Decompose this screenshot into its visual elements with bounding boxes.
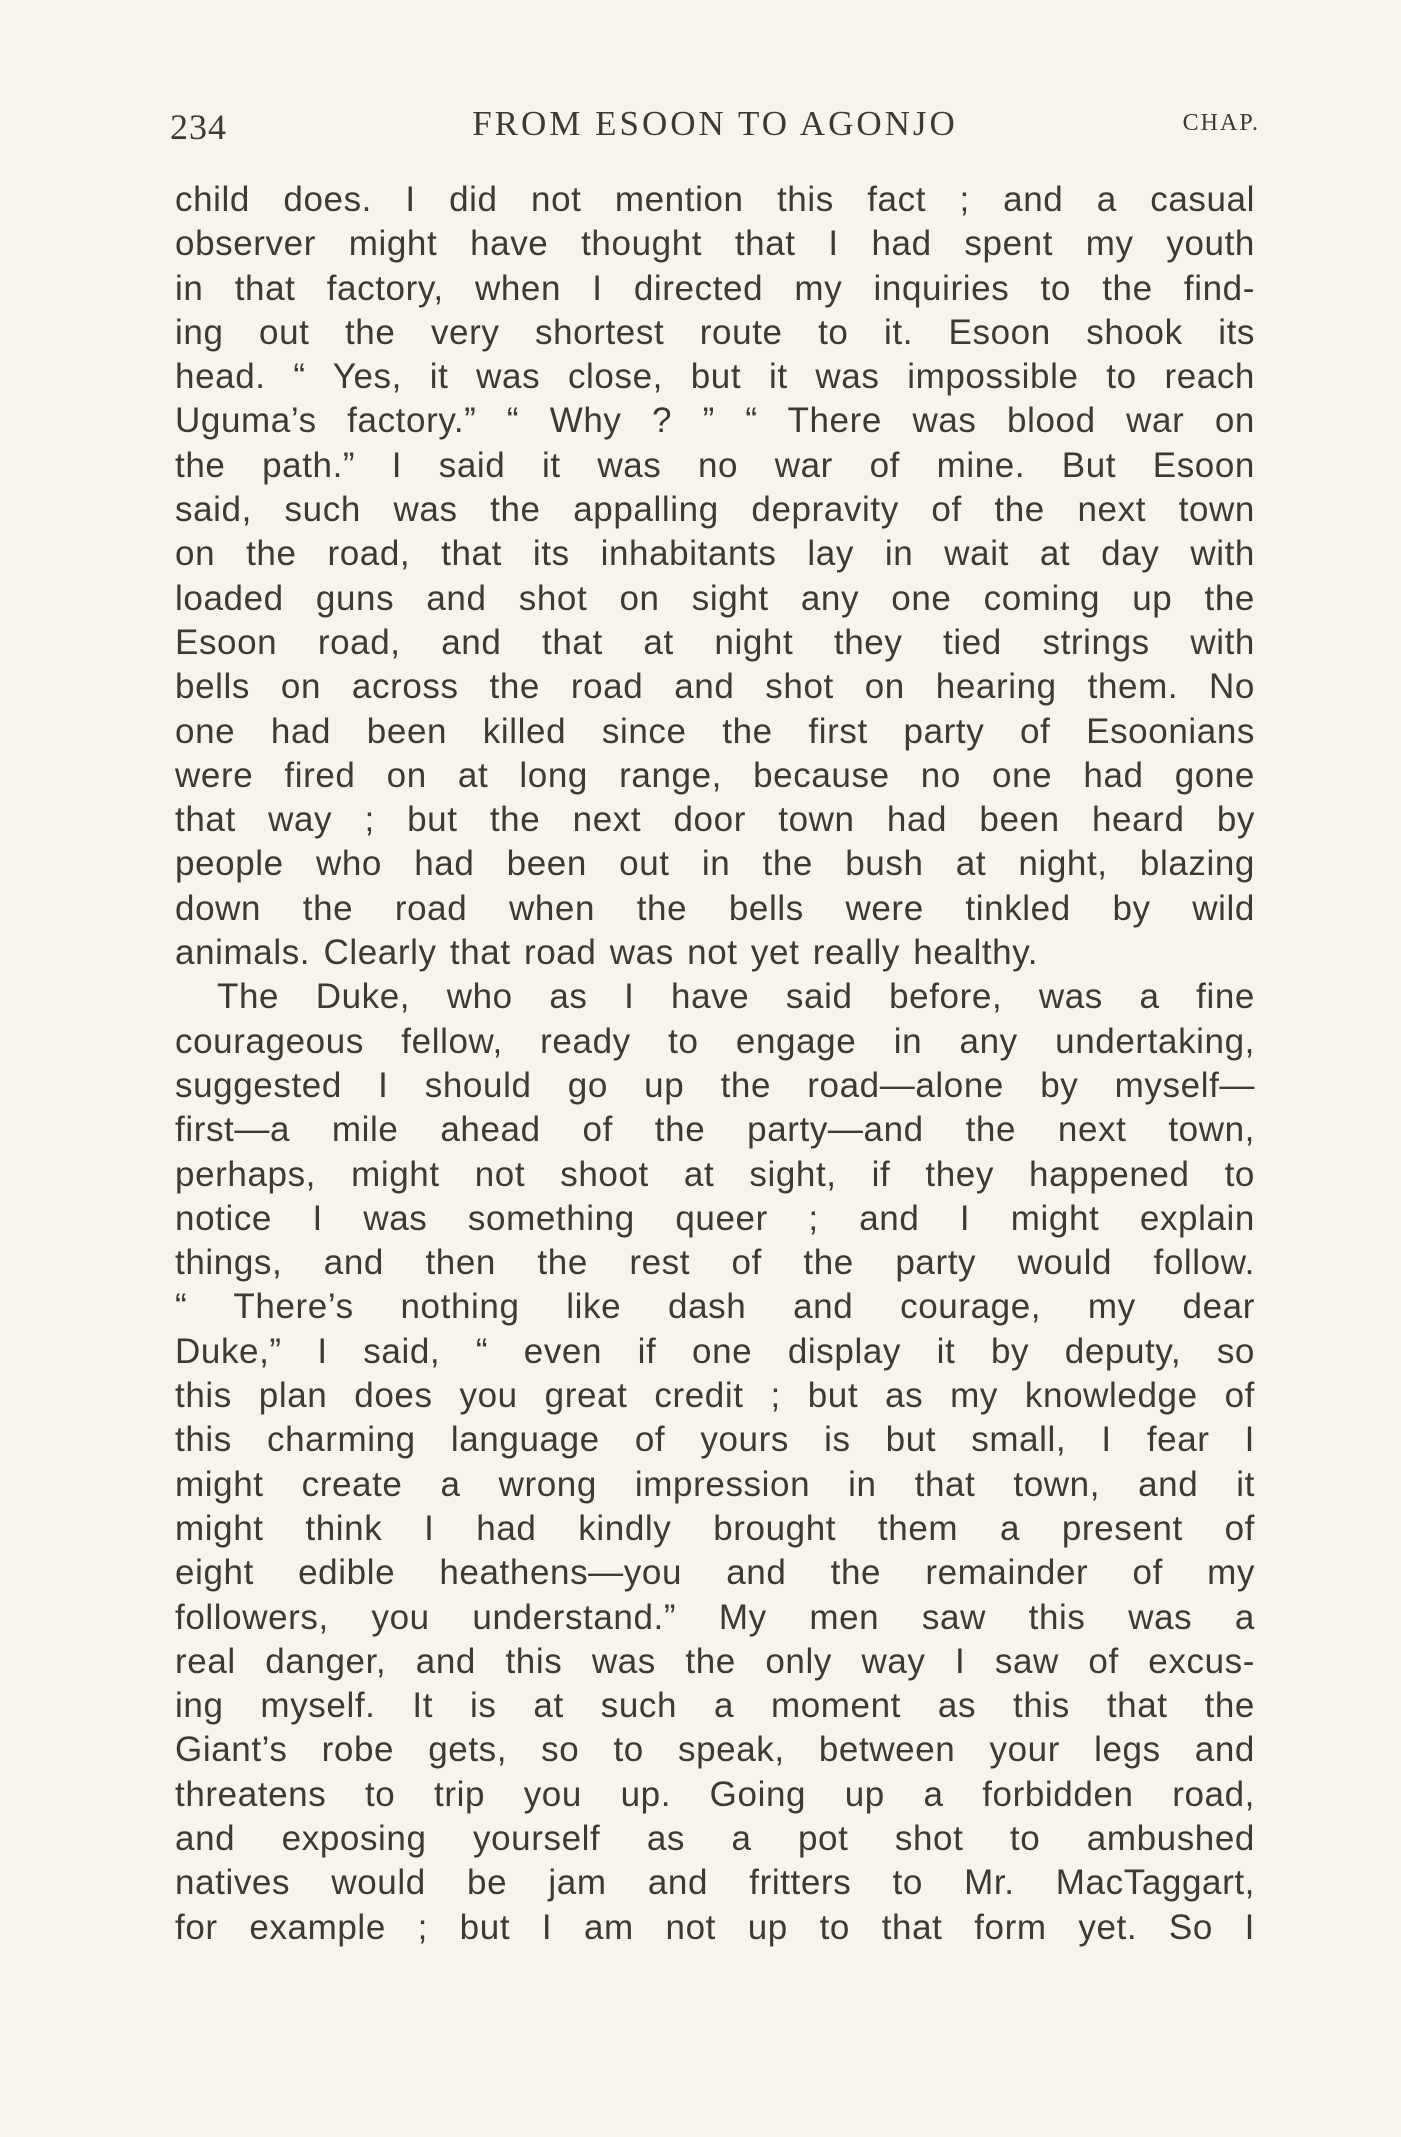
text-line: perhaps, might not shoot at sight, if they happened to [175, 1154, 1255, 1194]
text-line: down the road when the bells were tinkled by wild [175, 888, 1255, 928]
text-line: might think I had kindly brought them a present of [175, 1508, 1255, 1548]
body-text [175, 178, 1255, 1950]
text-line: people who had been out in the bush at night, blazing [175, 844, 1255, 884]
text-line: things, and then the rest of the party would follow. [175, 1243, 1255, 1283]
text-line: Duke,” I said, “ even if one display it by deputy, so [175, 1331, 1255, 1371]
page-number: 234 [170, 107, 227, 147]
text-line: threatens to trip you up. Going up a forbidden road, [175, 1774, 1255, 1814]
text-line: the path.” I said it was no war of mine. But Esoon [175, 445, 1255, 485]
text-line: and exposing yourself as a pot shot to ambushed [175, 1818, 1255, 1858]
text-line: The Duke, who as I have said before, was a fine [217, 977, 1255, 1017]
text-line: loaded guns and shot on sight any one coming up the [175, 578, 1255, 618]
text-line: head. “ Yes, it was close, but it was impossible to reach [175, 357, 1255, 397]
text-line: that way ; but the next door town had been heard by [175, 800, 1255, 840]
text-line: were fired on at long range, because no one had gone [175, 755, 1255, 795]
text-line: in that factory, when I directed my inquiries to the find- [175, 268, 1255, 308]
text-line: real danger, and this was the only way I saw of excus- [175, 1641, 1255, 1681]
text-line: eight edible heathens—you and the remainder of my [175, 1553, 1255, 1593]
text-line: this charming language of yours is but small, I fear I [175, 1420, 1255, 1460]
text-line: child does. I did not mention this fact ; and a casual [175, 180, 1255, 219]
text-line: one had been killed since the first party of Esoonians [175, 711, 1255, 751]
text-line: this plan does you great credit ; but as my knowledge of [175, 1376, 1255, 1416]
text-line: suggested I should go up the road—alone by myself— [175, 1065, 1255, 1105]
text-line: followers, you understand.” My men saw this was a [175, 1597, 1255, 1637]
text-line: first—a mile ahead of the party—and the next town, [175, 1110, 1255, 1150]
text-line: courageous fellow, ready to engage in any undertaking, [175, 1021, 1255, 1061]
text-line: bells on across the road and shot on hearing them. No [175, 667, 1255, 707]
text-line: on the road, that its inhabitants lay in wait at day with [175, 534, 1255, 574]
text-line: natives would be jam and fritters to Mr. MacTaggart, [175, 1863, 1255, 1903]
text-line: animals. Clearly that road was not yet really healthy. [175, 933, 1039, 973]
chapter-label: CHAP. [1182, 110, 1260, 136]
text-line: observer might have thought that I had spent my youth [175, 224, 1255, 264]
text-line: “ There’s nothing like dash and courage, my dear [175, 1287, 1255, 1327]
text-line: Giant’s robe gets, so to speak, between your legs and [175, 1730, 1255, 1770]
text-line: ing myself. It is at such a moment as this that the [175, 1686, 1255, 1726]
text-line: said, such was the appalling depravity of the next town [175, 490, 1255, 530]
text-line: Uguma’s factory.” “ Why ? ” “ There was blood war on [175, 401, 1255, 441]
running-title: FROM ESOON TO AGONJO [472, 104, 958, 143]
text-line: might create a wrong impression in that town, and it [175, 1464, 1255, 1504]
running-header [170, 100, 1260, 150]
text-line: for example ; but I am not up to that form yet. So I [175, 1907, 1255, 1947]
text-line: Esoon road, and that at night they tied strings with [175, 622, 1255, 662]
text-line: notice I was something queer ; and I might explain [175, 1198, 1255, 1238]
text-line: ing out the very shortest route to it. Esoon shook its [175, 312, 1255, 352]
